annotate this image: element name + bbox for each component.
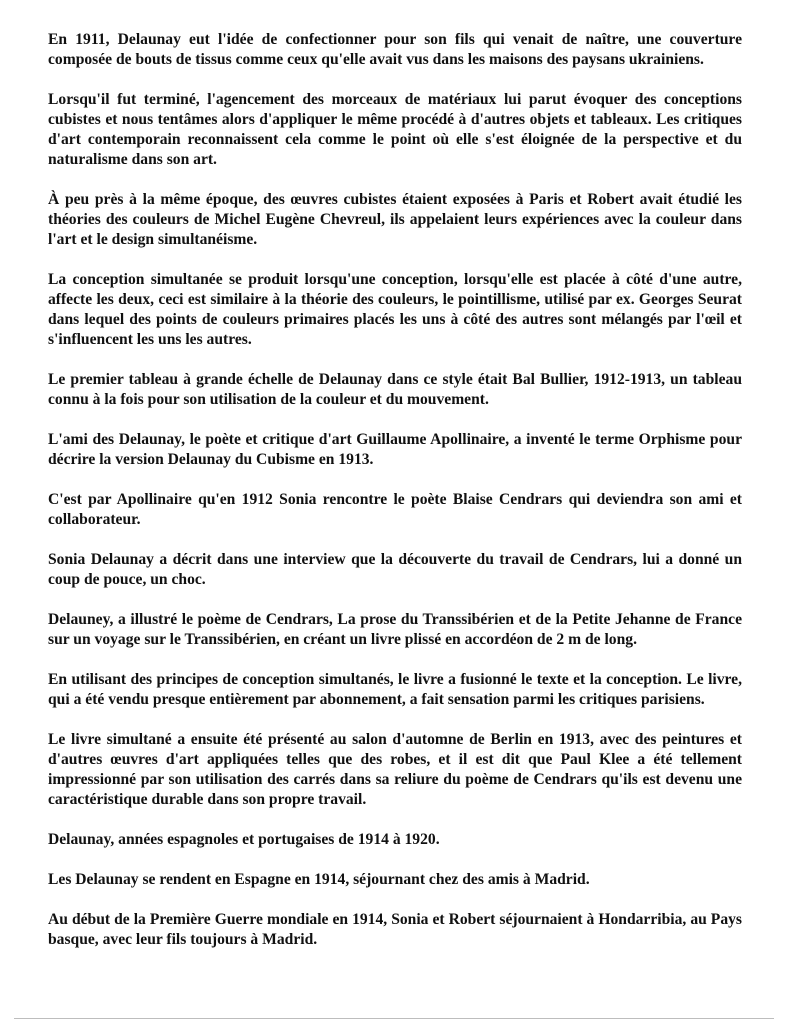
paragraph-4: La conception simultanée se produit lorsqu'une conception, lorsqu'elle est placée à côté d'une autre, affecte les deux, ceci est similaire à la théorie des couleurs, le pointillisme, utilisé par ex. Georges Seurat dans lequel des points de couleurs primaires placés les uns à côté des autres sont mélangés par l'œil et s'influencent les uns les autres. — [48, 271, 742, 348]
paragraph-8: Sonia Delaunay a décrit dans une interview que la découverte du travail de Cendrars, lui a donné un coup de pouce, un choc. — [48, 551, 742, 588]
paragraph-6: L'ami des Delaunay, le poète et critique d'art Guillaume Apollinaire, a inventé le terme Orphisme pour décrire la version Delaunay du Cubisme en 1913. — [48, 431, 742, 468]
paragraph-14: Au début de la Première Guerre mondiale en 1914, Sonia et Robert séjournaient à Hondarribia, au Pays basque, avec leur fils toujours à Madrid. — [48, 911, 742, 948]
paragraph-2: Lorsqu'il fut terminé, l'agencement des morceaux de matériaux lui parut évoquer des conceptions cubistes et nous tentâmes alors d'appliquer le même procédé à d'autres objets et tableaux. Les critiques d'art contemporain reconnaissent cela comme le point où elle s'est éloignée de la perspective et du naturalisme dans son art. — [48, 91, 742, 168]
document-page — [48, 30, 742, 950]
paragraph-9: Delauney, a illustré le poème de Cendrars, La prose du Transsibérien et de la Petite Jehanne de France sur un voyage sur le Transsibérien, en créant un livre plissé en accordéon de 2 m de long. — [48, 611, 742, 648]
paragraph-10: En utilisant des principes de conception simultanés, le livre a fusionné le texte et la conception. Le livre, qui a été vendu presque entièrement par abonnement, a fait sensation parmi les critiques parisiens. — [48, 671, 742, 708]
paragraph-12: Delaunay, années espagnoles et portugaises de 1914 à 1920. — [48, 831, 440, 848]
paragraph-1: En 1911, Delaunay eut l'idée de confectionner pour son fils qui venait de naître, une couverture composée de bouts de tissus comme ceux qu'elle avait vus dans les maisons des paysans ukrainiens. — [48, 31, 742, 68]
paragraph-3: À peu près à la même époque, des œuvres cubistes étaient exposées à Paris et Robert avait étudié les théories des couleurs de Michel Eugène Chevreul, ils appelaient leurs expériences avec la couleur dans l'art et le design simultanéisme. — [48, 191, 742, 248]
paragraph-7: C'est par Apollinaire qu'en 1912 Sonia rencontre le poète Blaise Cendrars qui deviendra son ami et collaborateur. — [48, 491, 742, 528]
paragraph-13: Les Delaunay se rendent en Espagne en 1914, séjournant chez des amis à Madrid. — [48, 871, 590, 888]
page-bottom-rule — [14, 1018, 774, 1019]
paragraph-5: Le premier tableau à grande échelle de Delaunay dans ce style était Bal Bullier, 1912-1913, un tableau connu à la fois pour son utilisation de la couleur et du mouvement. — [48, 371, 742, 408]
paragraph-11: Le livre simultané a ensuite été présenté au salon d'automne de Berlin en 1913, avec des peintures et d'autres œuvres d'art appliquées telles que des robes, et il est dit que Paul Klee a été tellement impressionné par son utilisation des carrés dans sa reliure du poème de Cendrars qu'ils est devenu une caractéristique durable dans son propre travail. — [48, 731, 742, 808]
